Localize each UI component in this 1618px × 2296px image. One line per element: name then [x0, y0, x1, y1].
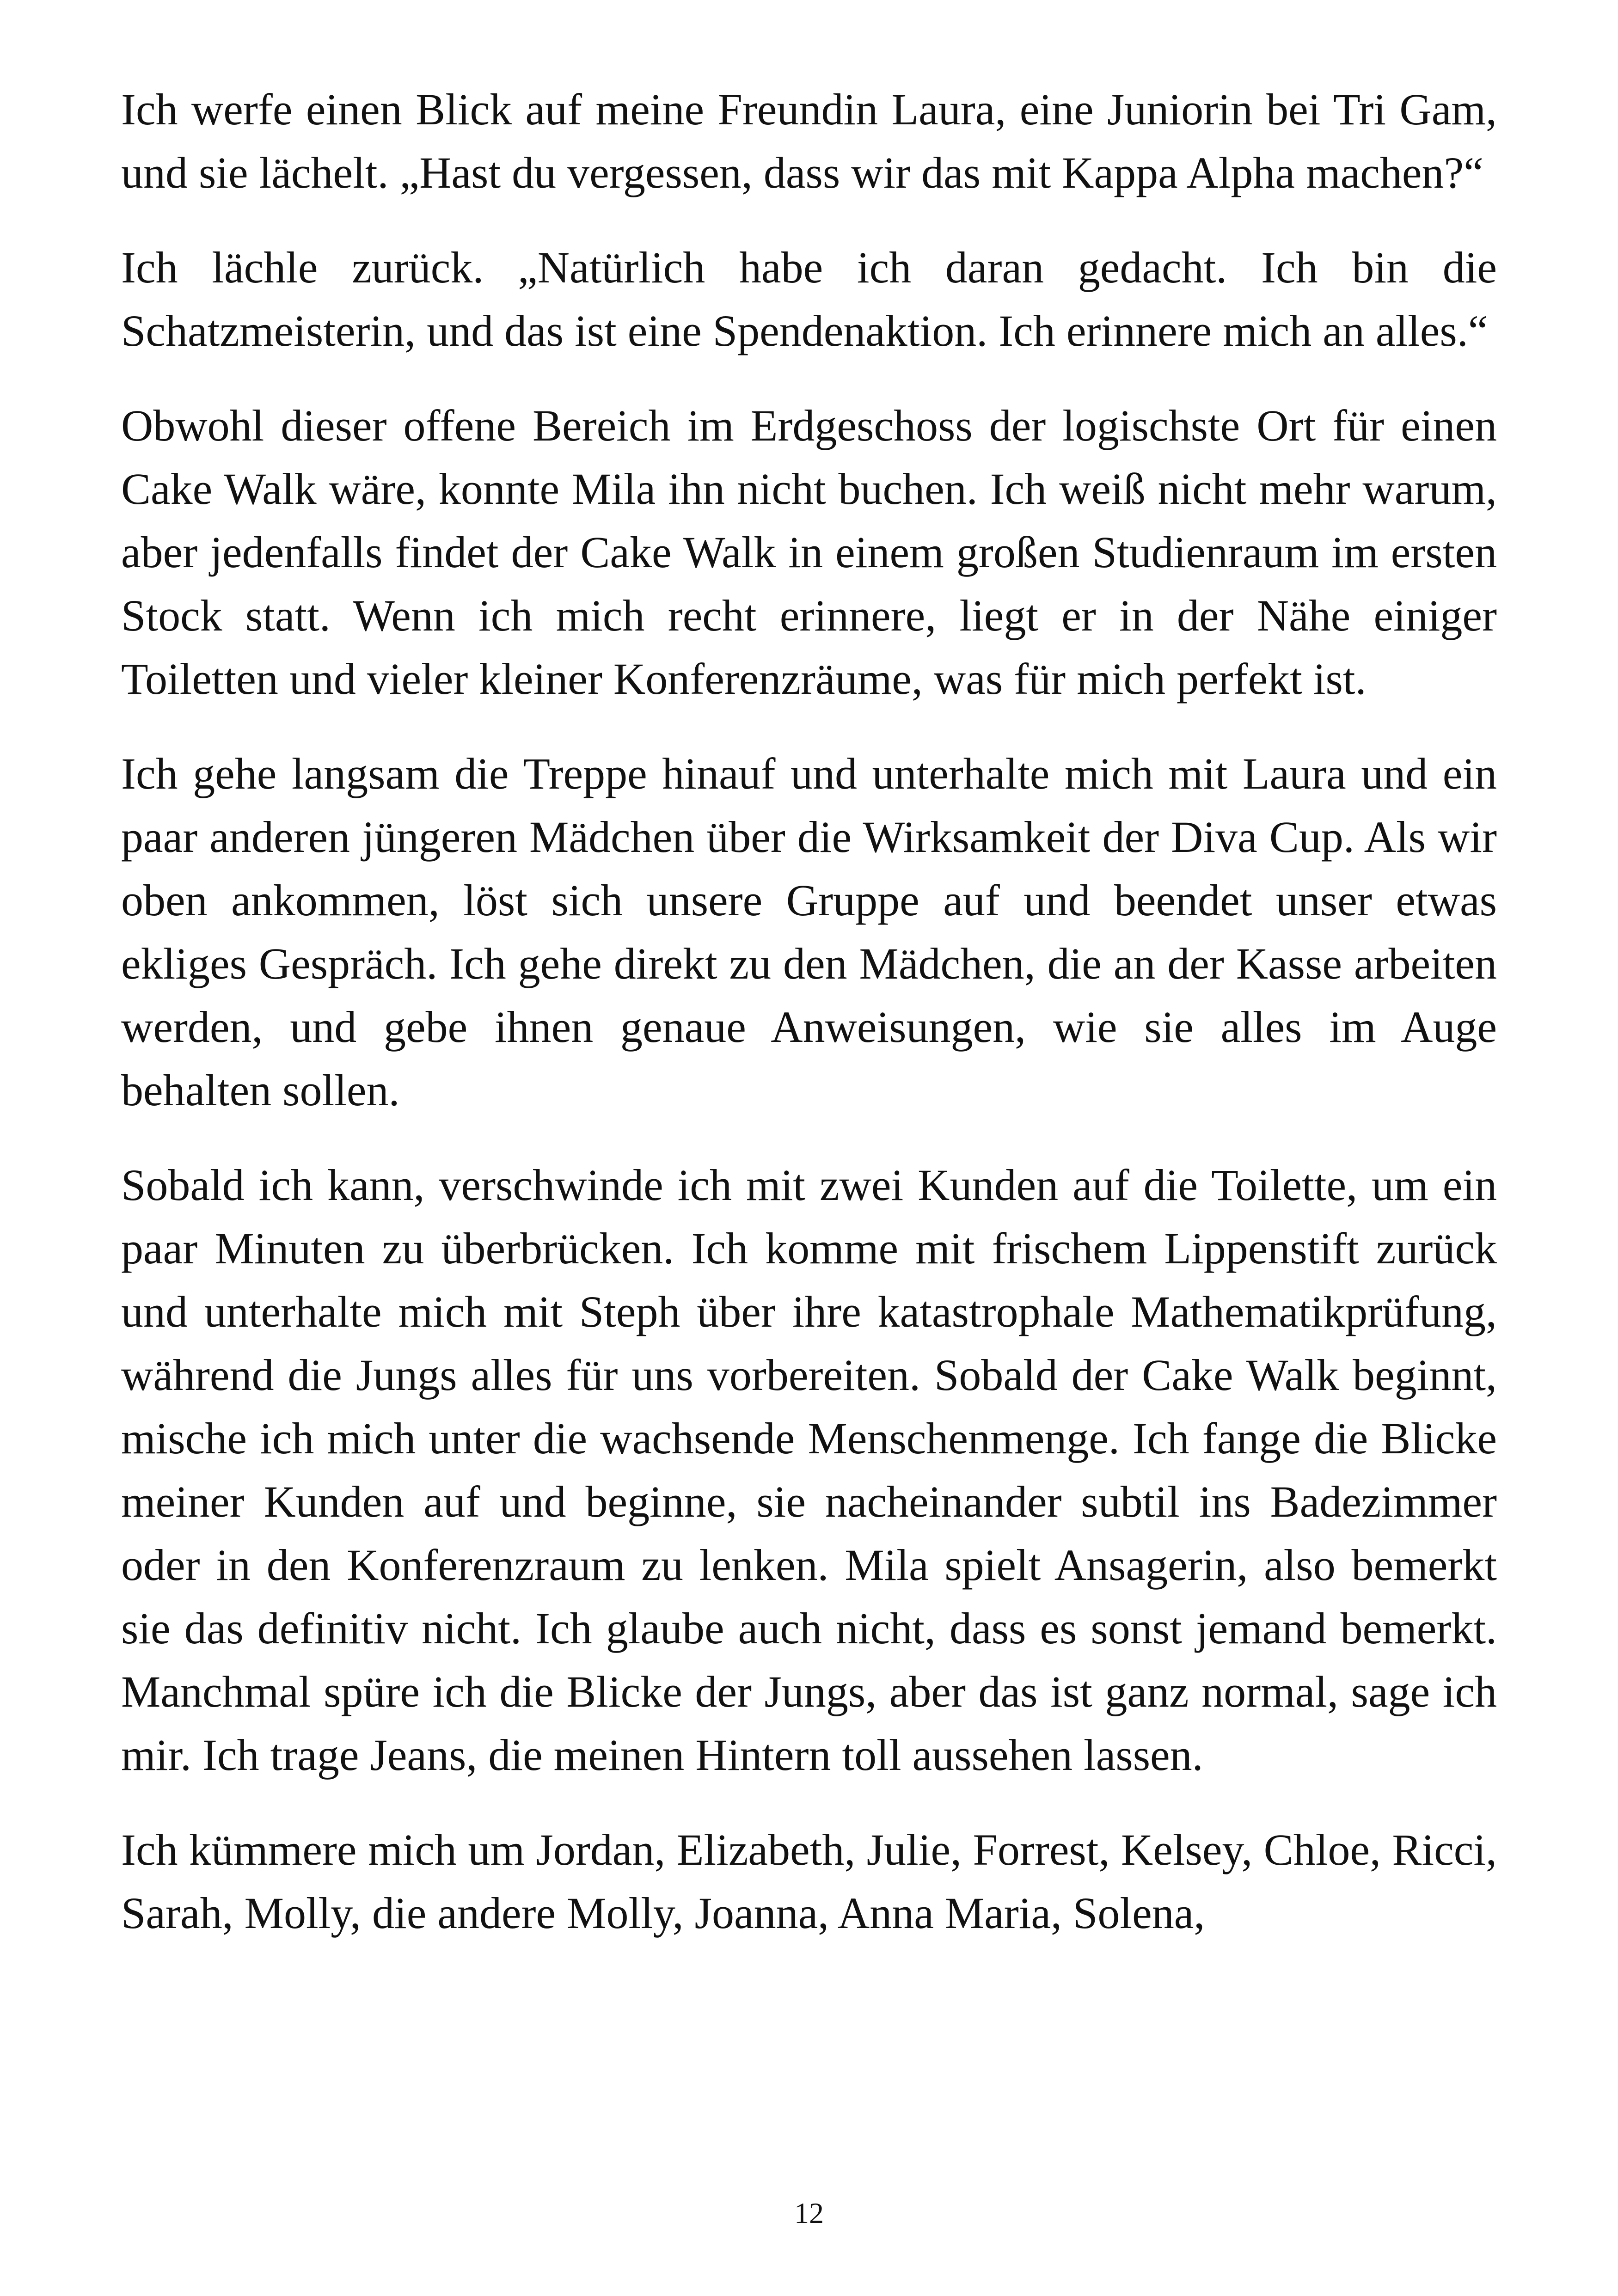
- page-body: [121, 78, 1497, 1945]
- paragraph: Ich gehe langsam die Treppe hinauf und unterhalte mich mit Laura und ein paar anderen jüngeren Mädchen über die Wirksamkeit der Diva Cup. Als wir oben ankommen, löst sich unsere Gruppe auf und beendet unser etwas ekliges Gespräch. Ich gehe direkt zu den Mädchen, die an der Kasse arbeiten werden, und gebe ihnen genaue Anweisungen, wie sie alles im Auge behalten sollen.: [121, 749, 1497, 1115]
- paragraph: Ich werfe einen Blick auf meine Freundin Laura, eine Juniorin bei Tri Gam, und sie lächelt. „Hast du vergessen, dass wir das mit Kappa Alpha machen?“: [121, 85, 1497, 197]
- page-number: 12: [794, 2197, 824, 2229]
- paragraph: Sobald ich kann, verschwinde ich mit zwei Kunden auf die Toilette, um ein paar Minuten zu überbrücken. Ich komme mit frischem Lippenstift zurück und unterhalte mich mit Steph über ihre katastrophale Mathematikprüfung, während die Jungs alles für uns vorbereiten. Sobald der Cake Walk beginnt, mische ich mich unter die wachsende Menschenmenge. Ich fange die Blicke meiner Kunden auf und beginne, sie nacheinander subtil ins Badezimmer oder in den Konferenzraum zu lenken. Mila spielt Ansagerin, also bemerkt sie das definitiv nicht. Ich glaube auch nicht, dass es sonst jemand bemerkt. Manchmal spüre ich die Blicke der Jungs, aber das ist ganz normal, sage ich mir. Ich trage Jeans, die meinen Hintern toll aussehen lassen.: [121, 1160, 1497, 1780]
- paragraph: Ich lächle zurück. „Natürlich habe ich daran gedacht. Ich bin die Schatzmeisterin, und das ist eine Spendenaktion. Ich erinnere mich an alles.“: [121, 243, 1497, 355]
- paragraph: Ich kümmere mich um Jordan, Elizabeth, Julie, Forrest, Kelsey, Chloe, Ricci, Sarah, Molly, die andere Molly, Joanna, Anna Maria, Solena,: [121, 1825, 1497, 1938]
- paragraph: Obwohl dieser offene Bereich im Erdgeschoss der logischste Ort für einen Cake Walk wäre, konnte Mila ihn nicht buchen. Ich weiß nicht mehr warum, aber jedenfalls findet der Cake Walk in einem großen Studienraum im ersten Stock statt. Wenn ich mich recht erinnere, liegt er in der Nähe einiger Toiletten und vieler kleiner Konferenzräume, was für mich perfekt ist.: [121, 401, 1497, 704]
